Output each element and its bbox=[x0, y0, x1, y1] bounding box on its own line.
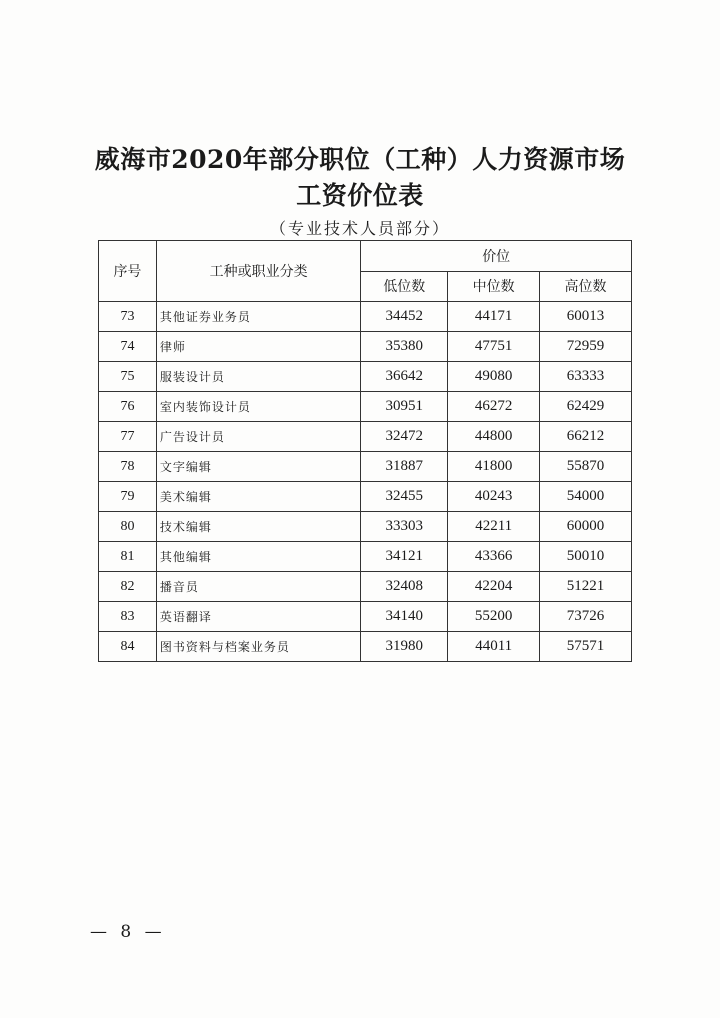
table-row bbox=[99, 422, 632, 452]
row-occupation: 图书资料与档案业务员 bbox=[156, 632, 361, 662]
row-low-value: 34121 bbox=[361, 542, 448, 572]
table-row bbox=[99, 392, 632, 422]
row-low-value: 32408 bbox=[361, 572, 448, 602]
row-low-value: 33303 bbox=[361, 512, 448, 542]
row-low-value: 31980 bbox=[361, 632, 448, 662]
row-high-value: 57571 bbox=[540, 632, 632, 662]
table-row bbox=[99, 542, 632, 572]
row-low-value: 31887 bbox=[361, 452, 448, 482]
row-occupation: 播音员 bbox=[156, 572, 361, 602]
table-body bbox=[99, 302, 632, 662]
row-mid-value: 55200 bbox=[448, 602, 540, 632]
row-low-value: 35380 bbox=[361, 332, 448, 362]
row-index: 80 bbox=[99, 512, 157, 542]
table-row bbox=[99, 452, 632, 482]
row-mid-value: 44800 bbox=[448, 422, 540, 452]
row-mid-value: 47751 bbox=[448, 332, 540, 362]
row-high-value: 73726 bbox=[540, 602, 632, 632]
row-low-value: 32472 bbox=[361, 422, 448, 452]
header-mid: 中位数 bbox=[448, 271, 540, 302]
row-index: 77 bbox=[99, 422, 157, 452]
row-low-value: 34140 bbox=[361, 602, 448, 632]
row-index: 82 bbox=[99, 572, 157, 602]
wage-table bbox=[98, 240, 632, 662]
table-row bbox=[99, 572, 632, 602]
row-low-value: 36642 bbox=[361, 362, 448, 392]
document-title-line1: 威海市2020年部分职位（工种）人力资源市场 bbox=[94, 145, 626, 174]
row-index: 75 bbox=[99, 362, 157, 392]
row-mid-value: 40243 bbox=[448, 482, 540, 512]
table-row bbox=[99, 512, 632, 542]
row-occupation: 服装设计员 bbox=[156, 362, 361, 392]
row-index: 76 bbox=[99, 392, 157, 422]
row-mid-value: 42204 bbox=[448, 572, 540, 602]
row-occupation: 其他编辑 bbox=[156, 542, 361, 572]
row-low-value: 32455 bbox=[361, 482, 448, 512]
page-number: — 8 — bbox=[90, 922, 166, 942]
row-high-value: 60000 bbox=[540, 512, 632, 542]
row-occupation: 其他证券业务员 bbox=[156, 302, 361, 332]
row-high-value: 55870 bbox=[540, 452, 632, 482]
row-occupation: 美术编辑 bbox=[156, 482, 361, 512]
table-row bbox=[99, 632, 632, 662]
document-subtitle: （专业技术人员部分） bbox=[269, 219, 450, 238]
header-high: 高位数 bbox=[540, 271, 632, 302]
row-high-value: 54000 bbox=[540, 482, 632, 512]
table-row bbox=[99, 362, 632, 392]
row-high-value: 51221 bbox=[540, 572, 632, 602]
row-occupation: 英语翻译 bbox=[156, 602, 361, 632]
row-low-value: 34452 bbox=[361, 302, 448, 332]
table-row bbox=[99, 302, 632, 332]
header-category: 工种或职业分类 bbox=[156, 241, 361, 302]
row-index: 74 bbox=[99, 332, 157, 362]
row-index: 81 bbox=[99, 542, 157, 572]
row-index: 79 bbox=[99, 482, 157, 512]
table-row bbox=[99, 602, 632, 632]
document-title-line2: 工资价位表 bbox=[296, 181, 424, 210]
row-index: 78 bbox=[99, 452, 157, 482]
row-index: 83 bbox=[99, 602, 157, 632]
table-row bbox=[99, 332, 632, 362]
row-high-value: 62429 bbox=[540, 392, 632, 422]
row-mid-value: 46272 bbox=[448, 392, 540, 422]
row-high-value: 66212 bbox=[540, 422, 632, 452]
row-mid-value: 43366 bbox=[448, 542, 540, 572]
row-low-value: 30951 bbox=[361, 392, 448, 422]
row-high-value: 72959 bbox=[540, 332, 632, 362]
row-mid-value: 44171 bbox=[448, 302, 540, 332]
row-occupation: 技术编辑 bbox=[156, 512, 361, 542]
header-price: 价位 bbox=[361, 241, 632, 272]
row-high-value: 60013 bbox=[540, 302, 632, 332]
table-row bbox=[99, 482, 632, 512]
row-mid-value: 49080 bbox=[448, 362, 540, 392]
row-occupation: 律师 bbox=[156, 332, 361, 362]
row-mid-value: 41800 bbox=[448, 452, 540, 482]
row-occupation: 广告设计员 bbox=[156, 422, 361, 452]
row-index: 73 bbox=[99, 302, 157, 332]
row-mid-value: 42211 bbox=[448, 512, 540, 542]
row-mid-value: 44011 bbox=[448, 632, 540, 662]
row-high-value: 50010 bbox=[540, 542, 632, 572]
row-occupation: 文字编辑 bbox=[156, 452, 361, 482]
row-index: 84 bbox=[99, 632, 157, 662]
row-high-value: 63333 bbox=[540, 362, 632, 392]
header-low: 低位数 bbox=[361, 271, 448, 302]
header-index: 序号 bbox=[99, 241, 157, 302]
row-occupation: 室内装饰设计员 bbox=[156, 392, 361, 422]
